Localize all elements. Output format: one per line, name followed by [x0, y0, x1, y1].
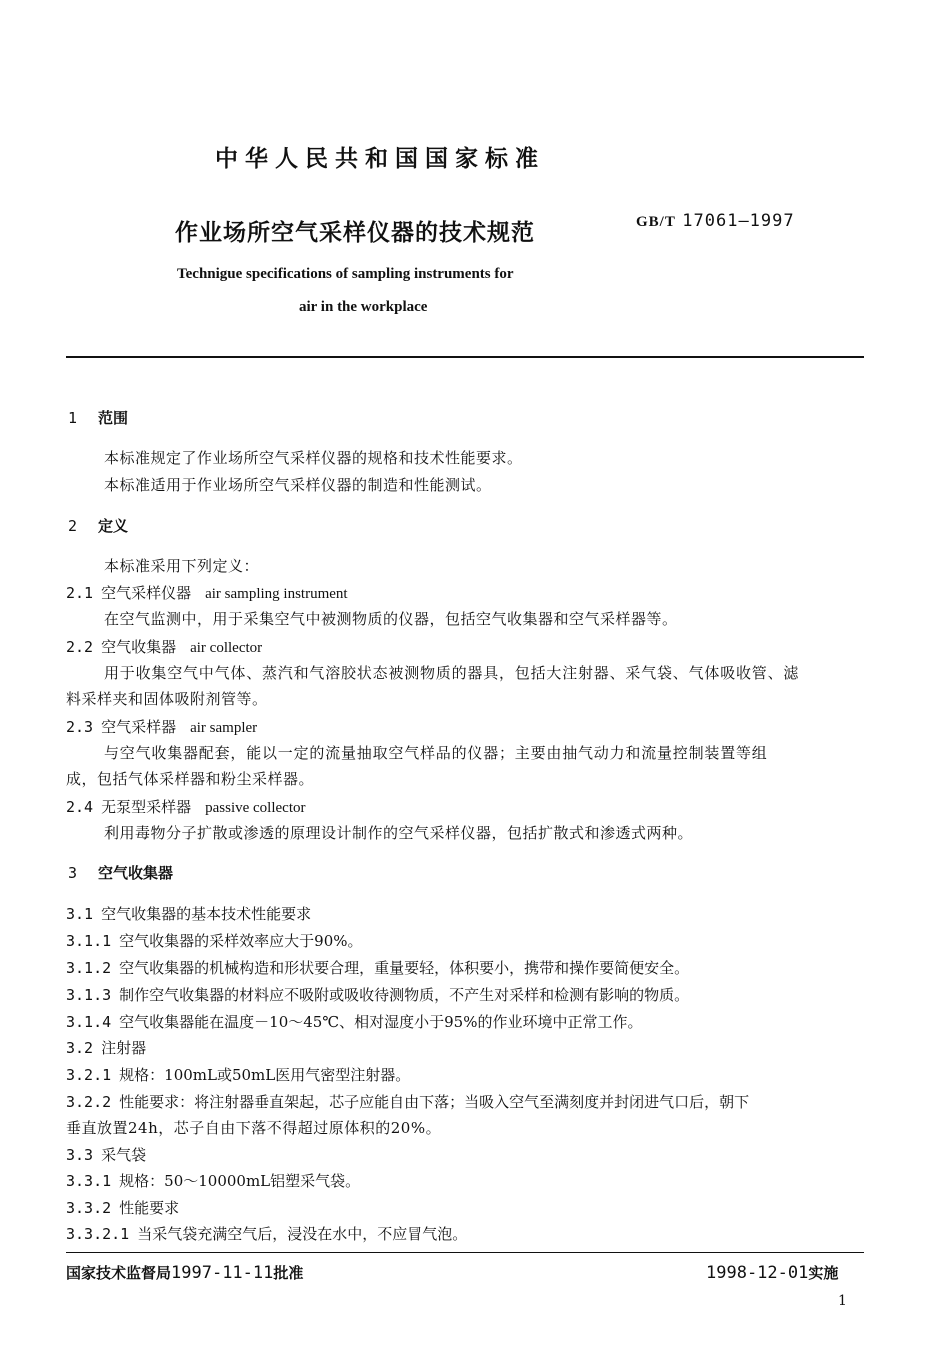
- clause-text: 性能要求: [119, 1199, 180, 1217]
- term-english: passive collector: [205, 800, 306, 816]
- section-number: 1: [68, 409, 78, 427]
- term-chinese: 空气采样仪器: [101, 584, 192, 602]
- clause-number: 2.2: [66, 638, 94, 656]
- standard-prefix: GB/T: [636, 214, 676, 230]
- document-title: 作业场所空气采样仪器的技术规范: [175, 220, 535, 246]
- paragraph: 垂直放置24h，芯子自由下落不得超过原体积的20%。: [66, 1119, 442, 1137]
- implementation-word: 实施: [808, 1264, 839, 1282]
- clause-number: 2.4: [66, 798, 94, 816]
- clause-number: 3.3.2: [66, 1199, 112, 1217]
- clause: [66, 1197, 179, 1218]
- clause: [66, 1064, 410, 1085]
- section-title: 范围: [98, 409, 129, 427]
- standard-number: [636, 211, 795, 231]
- approval-date: 1997-11-11: [171, 1263, 274, 1283]
- implementation-date: 1998-12-01: [706, 1263, 809, 1283]
- footer-divider: [66, 1252, 864, 1253]
- section-3-heading: [68, 862, 173, 883]
- paragraph: 本标准适用于作业场所空气采样仪器的制造和性能测试。: [104, 476, 492, 494]
- clause: [66, 1091, 749, 1112]
- term-chinese: 空气采样器: [101, 718, 177, 736]
- section-number: 3: [68, 864, 78, 882]
- clause: [66, 1011, 642, 1032]
- clause: [66, 984, 689, 1005]
- definition-term: [66, 716, 257, 737]
- term-chinese: 无泵型采样器: [101, 798, 192, 816]
- clause-number: 3.3.2.1: [66, 1225, 130, 1243]
- clause-number: 3.1.2: [66, 959, 112, 977]
- clause-text: 空气收集器的机械构造和形状要合理，重量要轻，体积要小，携带和操作要简便安全。: [119, 959, 690, 977]
- approval-line: [66, 1262, 303, 1283]
- clause-text: 空气收集器能在温度－10～45℃、相对湿度小于95%的作业环境中正常工作。: [119, 1013, 643, 1031]
- clause-number: 3.3: [66, 1146, 94, 1164]
- paragraph: 与空气收集器配套，能以一定的流量抽取空气样品的仪器；主要由抽气动力和流量控制装置等组: [104, 744, 768, 762]
- clause-number: 3.2: [66, 1039, 94, 1057]
- clause-text: 规格：50～10000mL铝塑采气袋。: [119, 1172, 361, 1190]
- clause-number: 3.1: [66, 905, 94, 923]
- paragraph: 利用毒物分子扩散或渗透的原理设计制作的空气采样仪器，包括扩散式和渗透式两种。: [104, 824, 694, 842]
- paragraph: 成，包括气体采样器和粉尘采样器。: [66, 770, 315, 788]
- paragraph: 本标准采用下列定义：: [104, 557, 260, 575]
- paragraph: 料采样夹和固体吸附剂管等。: [66, 690, 268, 708]
- clause-text: 空气收集器的采样效率应大于90%。: [119, 932, 363, 950]
- clause: [66, 1037, 146, 1058]
- clause-number: 2.3: [66, 718, 94, 736]
- clause-number: 3.2.1: [66, 1066, 112, 1084]
- standard-code: 17061—1997: [682, 211, 795, 231]
- clause: [66, 903, 311, 924]
- english-title-line1: Technigue specifications of sampling instruments for: [177, 266, 514, 282]
- term-english: air collector: [190, 640, 263, 656]
- paragraph: 用于收集空气中气体、蒸汽和气溶胶状态被测物质的器具，包括大注射器、采气袋、气体吸收管、滤: [104, 664, 800, 682]
- implementation-line: [706, 1262, 838, 1283]
- term-english: air sampler: [190, 720, 258, 736]
- clause-text: 规格：100mL或50mL医用气密型注射器。: [119, 1066, 411, 1084]
- clause: [66, 1170, 360, 1191]
- header-divider: [66, 356, 864, 358]
- paragraph: 在空气监测中，用于采集空气中被测物质的仪器，包括空气收集器和空气采样器等。: [104, 610, 678, 628]
- clause-number: 2.1: [66, 584, 94, 602]
- clause: [66, 1223, 467, 1244]
- approval-word: 批准: [273, 1264, 304, 1282]
- term-chinese: 空气收集器: [101, 638, 177, 656]
- clause-number: 3.3.1: [66, 1172, 112, 1190]
- clause: [66, 930, 363, 951]
- clause-number: 3.2.2: [66, 1093, 112, 1111]
- clause-text: 当采气袋充满空气后，浸没在水中，不应冒气泡。: [137, 1225, 468, 1243]
- paragraph: 本标准规定了作业场所空气采样仪器的规格和技术性能要求。: [104, 449, 523, 467]
- definition-term: [66, 636, 262, 657]
- page-number: 1: [838, 1293, 847, 1309]
- term-english: air sampling instrument: [205, 586, 348, 602]
- english-title-line2: air in the workplace: [299, 299, 428, 315]
- clause-number: 3.1.3: [66, 986, 112, 1004]
- definition-term: [66, 582, 348, 603]
- clause-text: 性能要求：将注射器垂直架起，芯子应能自由下落；当吸入空气至满刻度并封闭进气口后，朝下: [119, 1093, 750, 1111]
- clause-number: 3.1.4: [66, 1013, 112, 1031]
- clause: [66, 957, 689, 978]
- clause: [66, 1144, 146, 1165]
- approval-org: 国家技术监督局: [66, 1264, 172, 1282]
- section-1-heading: [68, 407, 128, 428]
- definition-term: [66, 796, 306, 817]
- clause-text: 采气袋: [101, 1146, 147, 1164]
- section-number: 2: [68, 517, 78, 535]
- clause-text: 空气收集器的基本技术性能要求: [101, 905, 312, 923]
- section-title: 定义: [98, 517, 129, 535]
- country-standard-heading: 中华人民共和国国家标准: [215, 146, 545, 172]
- section-2-heading: [68, 515, 128, 536]
- clause-text: 制作空气收集器的材料应不吸附或吸收待测物质，不产生对采样和检测有影响的物质。: [119, 986, 690, 1004]
- clause-number: 3.1.1: [66, 932, 112, 950]
- section-title: 空气收集器: [98, 864, 174, 882]
- clause-text: 注射器: [101, 1039, 147, 1057]
